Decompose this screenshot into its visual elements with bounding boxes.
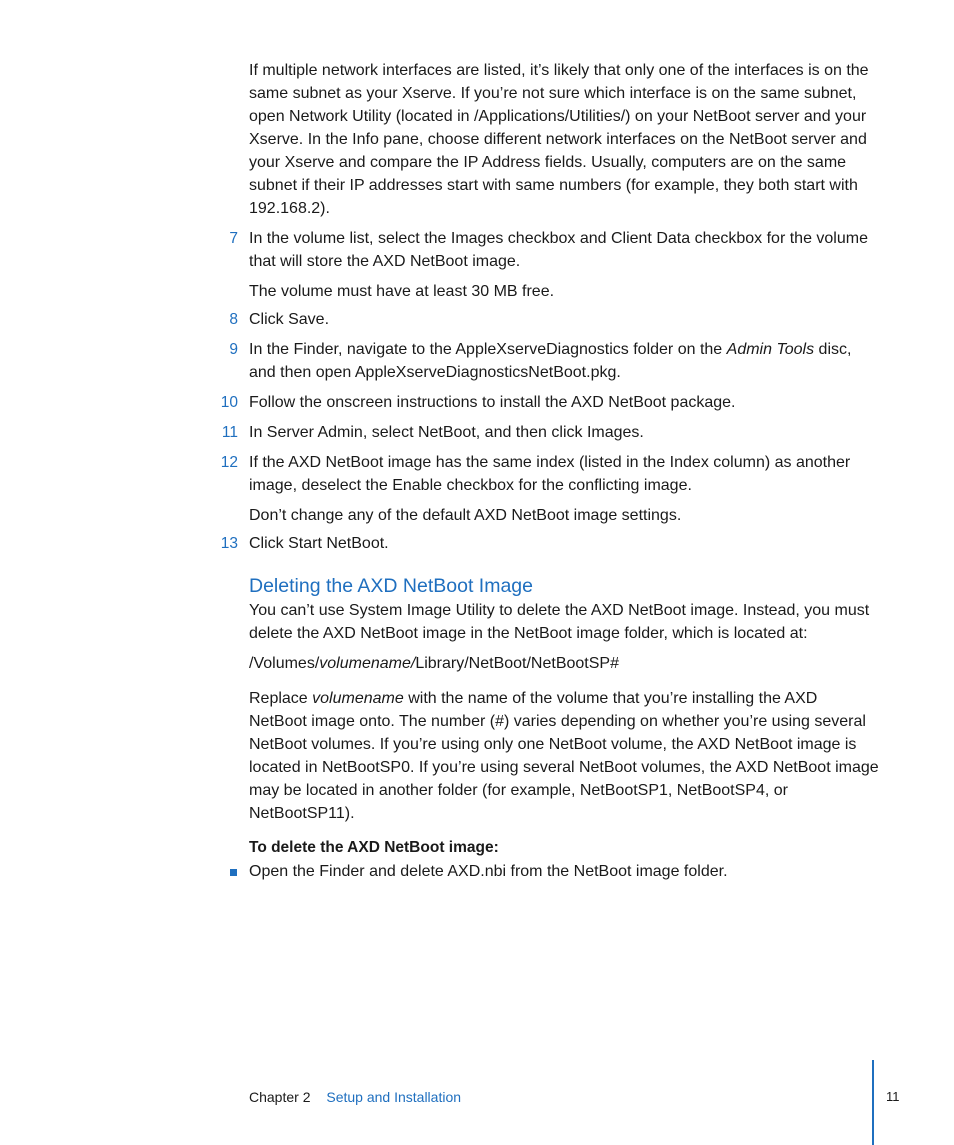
step-text-part: disc, and then open AppleXserveDiagnosticsNetBoot.pkg. xyxy=(249,341,852,381)
bullet-text: Open the Finder and delete AXD.nbi from the NetBoot image folder. xyxy=(249,863,728,880)
bullet-item xyxy=(249,860,879,883)
page-number: 11 xyxy=(886,1089,900,1104)
step-text xyxy=(249,338,879,384)
step-text: In the volume list, select the Images checkbox and Client Data checkbox for the volume that will store the AXD NetBoot image. xyxy=(249,230,868,270)
disc-name: Admin Tools xyxy=(726,341,815,358)
task-label: To delete the AXD NetBoot image: xyxy=(249,839,499,856)
path-variable: volumename/ xyxy=(319,655,416,672)
step-number: 12 xyxy=(220,454,238,471)
step-number: 10 xyxy=(220,394,238,411)
path-part: /Volumes/ xyxy=(249,655,320,672)
intro-paragraph: If multiple network interfaces are listed, it’s likely that only one of the interfaces is on the same subnet as your Xserve. If you’re not sure which interface is on the same subnet, open Network Utility (located in /Applications/Utilities/) on your NetBoot server and your Xserve. In the Info pane, choose different network interfaces on the NetBoot server and your Xserve and compare the IP Address fields. Usually, computers are on the same subnet if their IP addresses start with same numbers (for example, they both start with 192.168.2). xyxy=(249,62,869,217)
step-note: Don’t change any of the default AXD NetBoot image settings. xyxy=(249,507,682,524)
replace-part: Replace xyxy=(249,690,313,707)
step-8 xyxy=(229,308,879,331)
step-13 xyxy=(220,532,879,555)
step-number: 8 xyxy=(229,311,238,328)
step-9 xyxy=(229,338,879,384)
step-text-part: In the Finder, navigate to the AppleXserveDiagnostics folder on the xyxy=(249,341,727,358)
step-number: 11 xyxy=(221,424,238,441)
step-11 xyxy=(221,421,879,444)
step-note: The volume must have at least 30 MB free. xyxy=(249,283,555,300)
footer-chapter: Chapter 2 xyxy=(249,1089,311,1105)
replace-paragraph xyxy=(249,687,879,825)
step-12 xyxy=(220,451,879,497)
step-7 xyxy=(229,227,879,273)
bullet-square-icon xyxy=(230,869,237,876)
replace-part: with the name of the volume that you’re installing the AXD NetBoot image onto. The number (#) varies depending on whether you’re using several NetBoot volumes. If you’re using only one NetBoot volume, the AXD NetBoot image is located in NetBootSP0. If you’re using several NetBoot volumes, the AXD NetBoot image may be located in another folder (for example, NetBootSP1, NetBootSP4, or NetBootSP11). xyxy=(249,690,879,822)
footer-section: Setup and Installation xyxy=(326,1089,462,1105)
step-10 xyxy=(220,391,879,414)
page-footer xyxy=(249,1087,461,1107)
page-number-rule xyxy=(872,1060,874,1145)
step-text: Click Start NetBoot. xyxy=(249,535,389,552)
step-text: If the AXD NetBoot image has the same index (listed in the Index column) as another image, deselect the Enable checkbox for the conflicting image. xyxy=(249,454,851,494)
step-text: Click Save. xyxy=(249,311,330,328)
volumename-term: volumename xyxy=(312,690,404,707)
step-text: In Server Admin, select NetBoot, and then click Images. xyxy=(249,424,644,441)
step-number: 7 xyxy=(229,230,238,247)
step-text: Follow the onscreen instructions to install the AXD NetBoot package. xyxy=(249,394,736,411)
folder-path xyxy=(249,652,879,675)
section-heading: Deleting the AXD NetBoot Image xyxy=(249,575,533,597)
path-part: Library/NetBoot/NetBootSP# xyxy=(415,655,619,672)
page-content xyxy=(220,59,879,883)
section-intro: You can’t use System Image Utility to delete the AXD NetBoot image. Instead, you must delete the AXD NetBoot image in the NetBoot image folder, which is located at: xyxy=(249,602,870,642)
step-number: 9 xyxy=(229,341,238,358)
step-number: 13 xyxy=(220,535,238,552)
